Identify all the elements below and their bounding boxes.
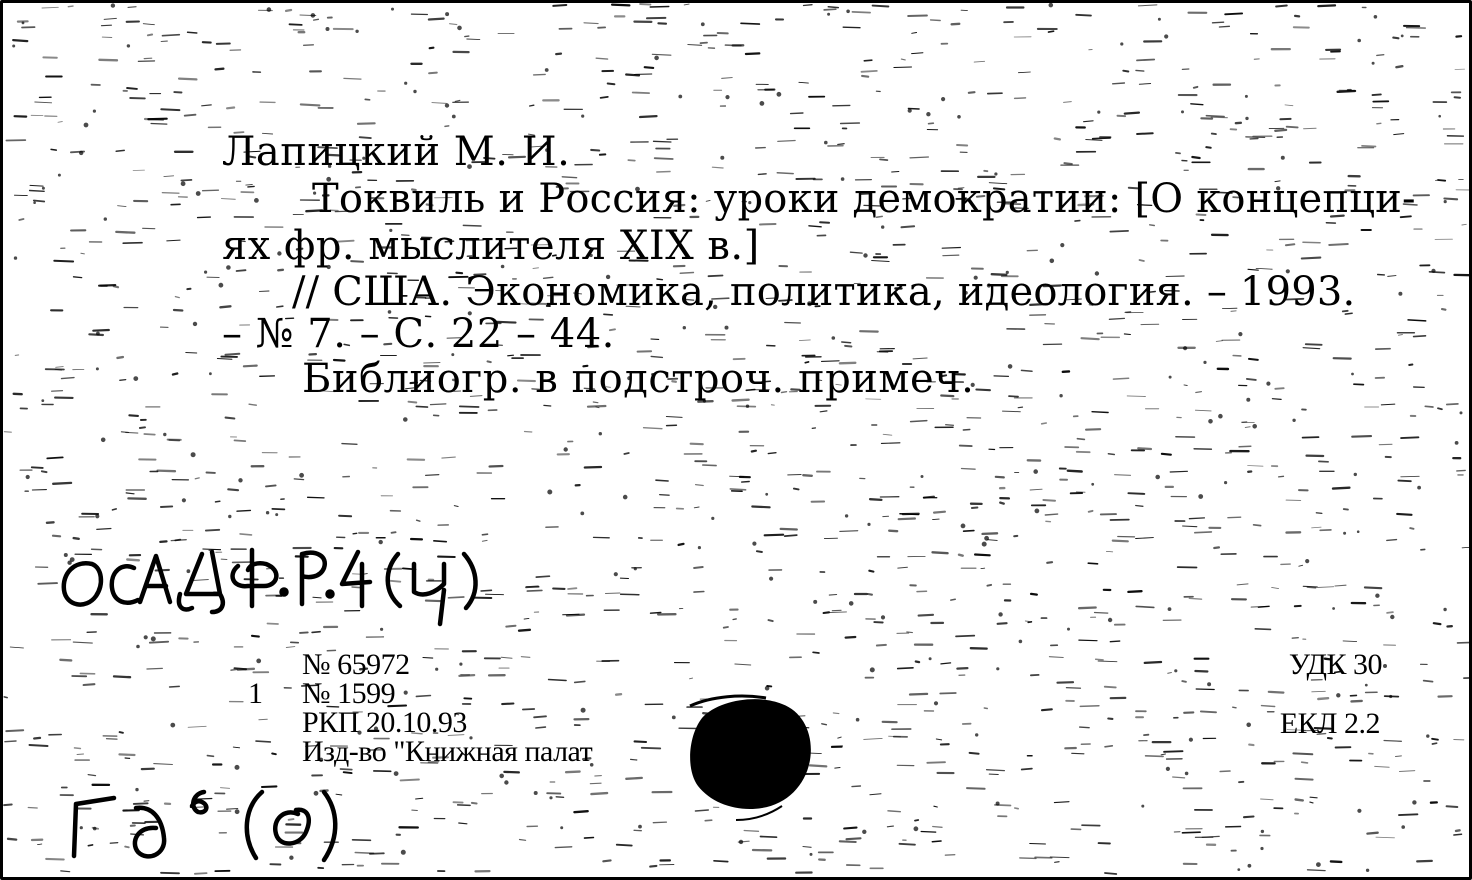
udk-code: УДК 30 [1288,648,1382,681]
bibliography-note: Библиогр. в подстроч. примеч. [302,356,975,402]
handwritten-classification-code [52,530,572,630]
handwritten-shelf-mark [58,778,378,868]
ekl-code: ЕКЛ 2.2 [1279,707,1380,740]
author-heading: Лапицкий М. И. [222,129,571,175]
card-number: № 1599 [302,677,396,710]
title-line-2: ях фр. мыслителя XIX в.] [222,223,760,269]
ink-blot [672,688,822,828]
record-number: № 65972 [302,648,410,681]
publisher-line: Изд-во "Книжная палат [302,735,593,768]
title-line-1: Токвиль и Россия: уроки демократии: [О концепци- [312,176,1416,222]
source-line-2: – № 7. – С. 22 – 44. [222,311,615,357]
source-line-1: // США. Экономика, политика, идеология. – 1993. [292,269,1356,315]
copy-count: 1 [248,677,263,710]
rkp-date: РКП 20.10.93 [302,706,467,739]
